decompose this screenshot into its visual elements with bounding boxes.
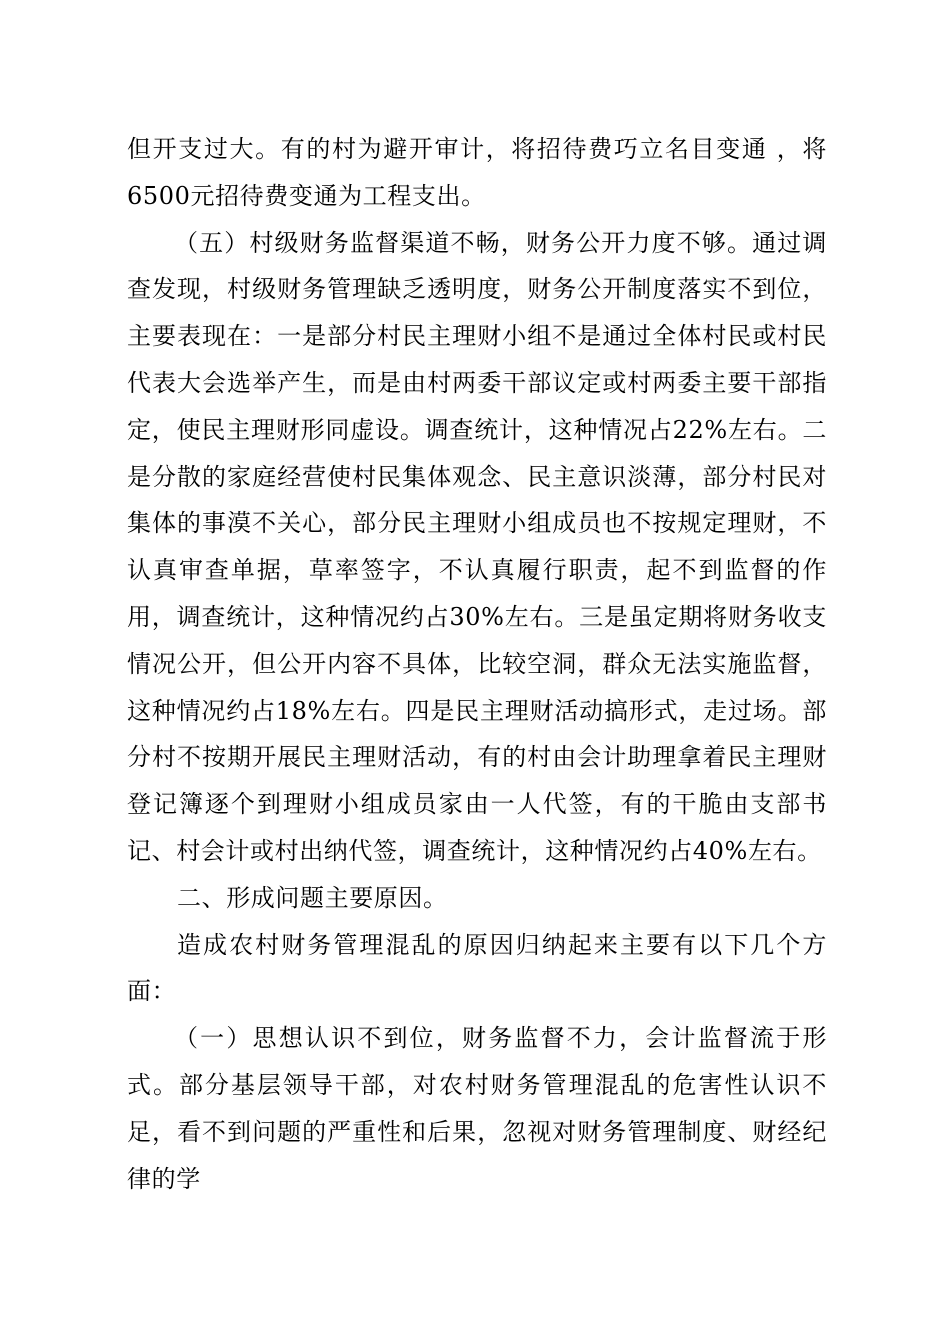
document-body: [127, 126, 827, 1202]
paragraph-cause-one: （一）思想认识不到位，财务监督不力，会计监督流于形式。部分基层领导干部，对农村财务管理混乱的危害性认识不足，看不到问题的严重性和后果，忽视对财务管理制度、财经纪律的学: [127, 1024, 827, 1193]
paragraph-continuation: 但开支过大。有的村为避开审计，将招待费巧立名目变通 ，将6500元招待费变通为工程支出。: [127, 135, 827, 210]
paragraph-causes-intro: 造成农村财务管理混乱的原因归纳起来主要有以下几个方面：: [127, 930, 827, 1006]
section-heading-causes: 二、形成问题主要原因。: [177, 883, 448, 912]
paragraph-section-five: （五）村级财务监督渠道不畅，财务公开力度不够。通过调查发现，村级财务管理缺乏透明度，财务公开制度落实不到位，主要表现在：一是部分村民主理财小组不是通过全体村民或村民代表大会选举产生，而是由村两委干部议定或村两委主要干部指定，使民主理财形同虚设。调查统计，这种情况占22%左右。二是分散的家庭经营使村民集体观念、民主意识淡薄，部分村民对集体的事漠不关心，部分民主理财小组成员也不按规定理财，不认真审查单据，草率签字，不认真履行职责，起不到监督的作用，调查统计，这种情况约占30%左右。三是虽定期将财务收支情况公开，但公开内容不具体，比较空洞，群众无法实施监督，这种情况约占18%左右。四是民主理财活动搞形式，走过场。部分村不按期开展民主理财活动，有的村由会计助理拿着民主理财登记簿逐个到理财小组成员家由一人代签，有的干脆由支部书记、村会计或村出纳代签，调查统计，这种情况约占40%左右。: [127, 228, 827, 865]
